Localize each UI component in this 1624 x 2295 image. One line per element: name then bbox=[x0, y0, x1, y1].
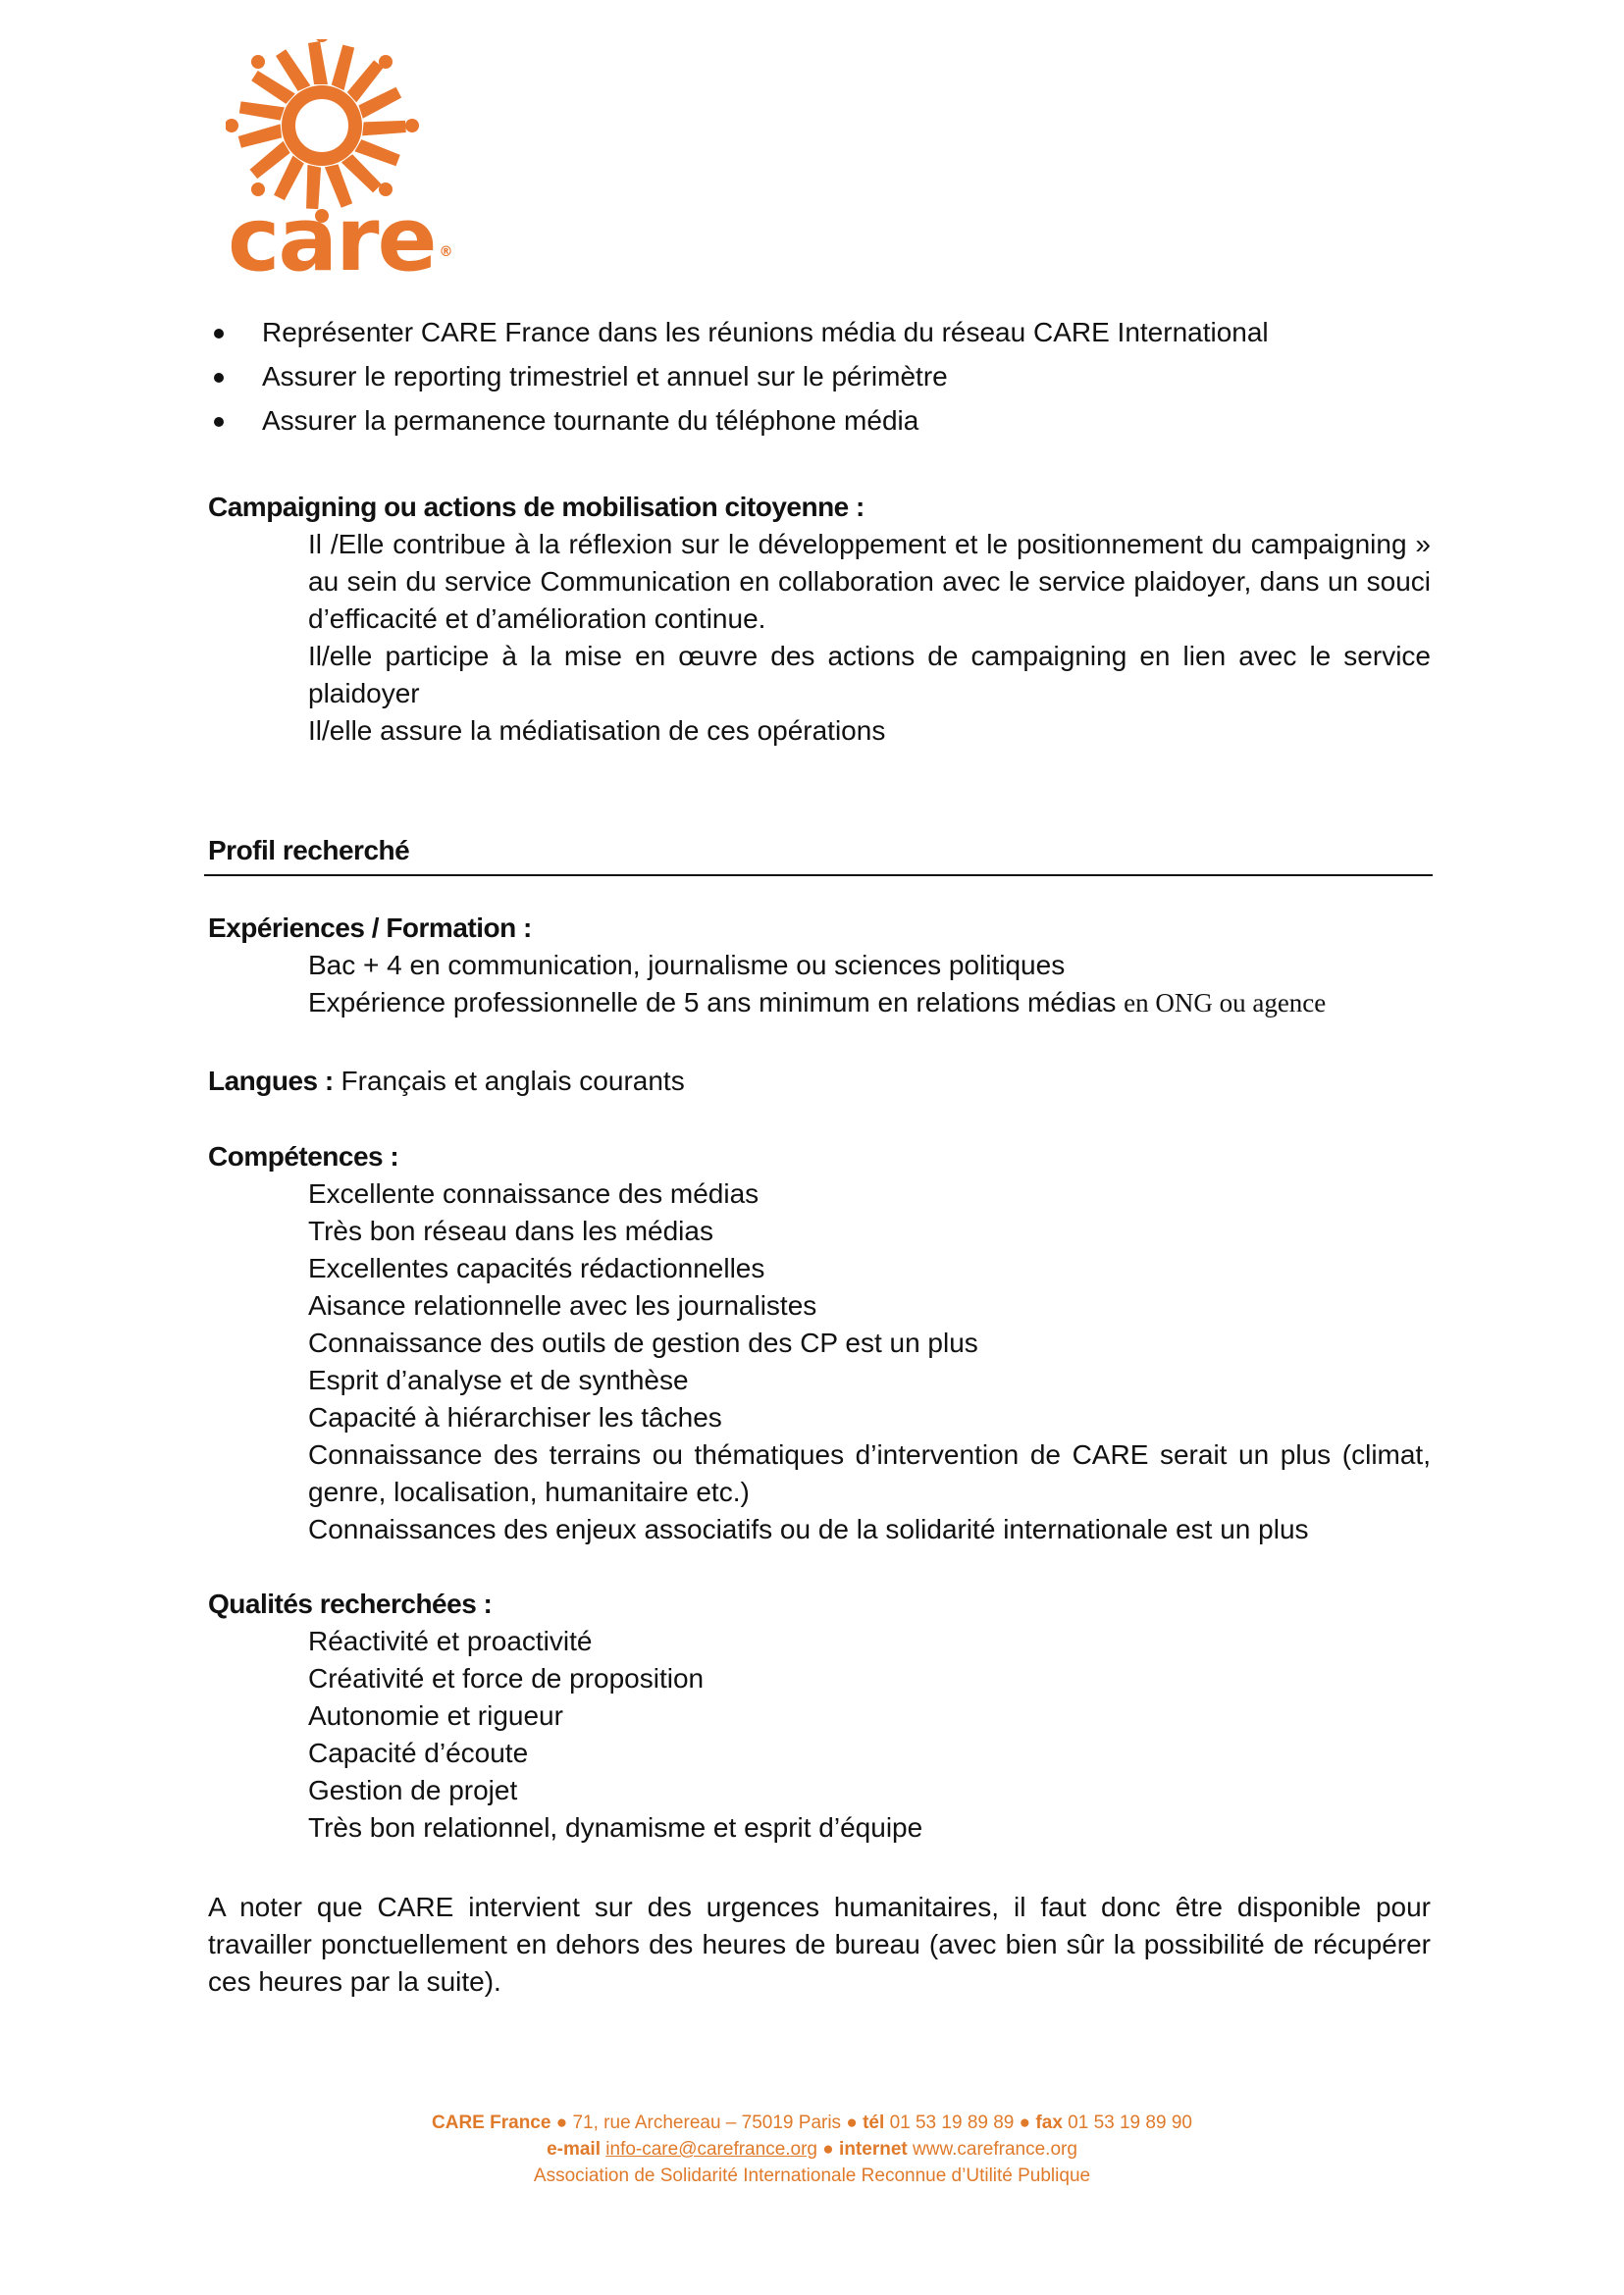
list-item bbox=[308, 1362, 1431, 1399]
competences-section bbox=[208, 1138, 1431, 1548]
footer-separator: ● bbox=[817, 2139, 840, 2160]
profil-heading: Profil recherché bbox=[208, 835, 410, 865]
list-item-text: Très bon réseau dans les médias bbox=[308, 1216, 713, 1246]
qualites-section bbox=[208, 1586, 1431, 1847]
list-item bbox=[208, 314, 1431, 351]
experiences-section bbox=[208, 910, 1431, 1021]
registered-mark: ® bbox=[439, 244, 451, 260]
profil-section bbox=[208, 832, 1431, 869]
list-item-text: Autonomie et rigueur bbox=[308, 1700, 563, 1731]
bullet-dot-icon bbox=[214, 329, 224, 339]
footer-fax-label: fax bbox=[1035, 2112, 1063, 2133]
list-item bbox=[308, 1175, 1431, 1213]
list-item-text: Très bon relationnel, dynamisme et esprit d’équipe bbox=[308, 1812, 923, 1843]
langues-label: Langues : bbox=[208, 1066, 334, 1096]
footer-line-3: Association de Solidarité Internationale Reconnue d’Utilité Publique bbox=[533, 2165, 1091, 2186]
bullet-dot-icon bbox=[214, 373, 224, 383]
list-item bbox=[308, 1697, 1431, 1735]
list-item bbox=[308, 1735, 1431, 1772]
list-item bbox=[308, 712, 1431, 750]
top-bullet-list bbox=[208, 314, 1431, 440]
list-item-text: Assurer la permanence tournante du téléphone média bbox=[262, 405, 919, 436]
bullet-dot-icon bbox=[214, 417, 224, 427]
list-item-text: Il/elle participe à la mise en œuvre des actions de campaigning en lien avec le service plaidoyer bbox=[308, 641, 1431, 708]
footer-line-1 bbox=[0, 2110, 1624, 2136]
list-item-text: Connaissance des outils de gestion des CP est un plus bbox=[308, 1328, 978, 1358]
footer-separator: ● bbox=[550, 2112, 573, 2133]
care-logo bbox=[226, 39, 451, 291]
list-item-text: Créativité et force de proposition bbox=[308, 1663, 705, 1694]
list-item-text: Aisance relationnelle avec les journalistes bbox=[308, 1290, 817, 1321]
footer-fax: 01 53 19 89 90 bbox=[1062, 2112, 1192, 2133]
list-item bbox=[308, 1623, 1431, 1660]
footer-separator: ● bbox=[841, 2112, 864, 2133]
experiences-heading: Expériences / Formation : bbox=[208, 913, 532, 943]
footer-tel-label: tél bbox=[863, 2112, 885, 2133]
list-item-text-serif: en ONG ou agence bbox=[1124, 988, 1327, 1017]
list-item bbox=[208, 402, 1431, 440]
list-item-text: Excellente connaissance des médias bbox=[308, 1178, 760, 1209]
care-wordmark-text: care bbox=[228, 188, 436, 291]
footer-website[interactable]: www.carefrance.org bbox=[907, 2139, 1077, 2160]
footer-address: 71, rue Archereau – 75019 Paris bbox=[572, 2112, 842, 2133]
list-item bbox=[308, 1325, 1431, 1362]
list-item bbox=[308, 1250, 1431, 1287]
care-wordmark bbox=[228, 188, 451, 291]
list-item-text: Capacité à hiérarchiser les tâches bbox=[308, 1402, 722, 1433]
footer-separator: ● bbox=[1014, 2112, 1036, 2133]
footer-email-link[interactable]: info-care@carefrance.org bbox=[605, 2139, 817, 2160]
campaigning-list bbox=[208, 526, 1431, 750]
langues-section bbox=[208, 1063, 1431, 1100]
note-paragraph: A noter que CARE intervient sur des urgences humanitaires, il faut donc être disponible pour travailler ponctuellement en dehors des heures de bureau (avec bien sûr la possibilité de récupérer ces heures par la suite). bbox=[208, 1892, 1431, 1997]
list-item-text: Excellentes capacités rédactionnelles bbox=[308, 1253, 765, 1283]
list-item bbox=[308, 1399, 1431, 1436]
list-item-text: Capacité d’écoute bbox=[308, 1738, 529, 1768]
footer-internet-label: internet bbox=[839, 2139, 908, 2160]
list-item-text: Connaissance des terrains ou thématiques d’intervention de CARE serait un plus (climat, genre, localisation, humanitaire etc.) bbox=[308, 1439, 1431, 1507]
list-item bbox=[308, 1287, 1431, 1325]
list-item-text: Gestion de projet bbox=[308, 1775, 518, 1805]
list-item bbox=[308, 1809, 1431, 1847]
qualites-list bbox=[208, 1623, 1431, 1847]
list-item bbox=[308, 984, 1431, 1021]
list-item bbox=[308, 1772, 1431, 1809]
list-item-text: Assurer le reporting trimestriel et annuel sur le périmètre bbox=[262, 361, 948, 391]
list-item-text: Esprit d’analyse et de synthèse bbox=[308, 1365, 689, 1395]
list-item bbox=[208, 358, 1431, 395]
competences-heading: Compétences : bbox=[208, 1141, 399, 1172]
list-item-text: Réactivité et proactivité bbox=[308, 1626, 593, 1656]
campaigning-section bbox=[208, 489, 1431, 750]
top-bullet-section bbox=[208, 314, 1431, 446]
footer-tel: 01 53 19 89 89 bbox=[884, 2112, 1015, 2133]
list-item-text: Représenter CARE France dans les réunions média du réseau CARE International bbox=[262, 317, 1269, 347]
footer bbox=[0, 2110, 1624, 2189]
list-item bbox=[308, 638, 1431, 712]
competences-list bbox=[208, 1175, 1431, 1548]
list-item-text: Connaissances des enjeux associatifs ou de la solidarité internationale est un plus bbox=[308, 1514, 1309, 1544]
list-item-text: Il /Elle contribue à la réflexion sur le développement et le positionnement du campaigning » au sein du service Communication en collaboration avec le service plaidoyer, dans un souci d’efficacité et d’amélioration continue. bbox=[308, 529, 1431, 634]
campaigning-heading: Campaigning ou actions de mobilisation citoyenne : bbox=[208, 492, 864, 522]
footer-email-label: e-mail bbox=[547, 2139, 601, 2160]
list-item bbox=[308, 526, 1431, 638]
langues-value: Français et anglais courants bbox=[333, 1066, 685, 1096]
list-item bbox=[308, 1213, 1431, 1250]
section-divider bbox=[204, 874, 1433, 876]
list-item bbox=[308, 1660, 1431, 1697]
list-item-text: Il/elle assure la médiatisation de ces opérations bbox=[308, 715, 886, 746]
footer-org: CARE France bbox=[432, 2112, 551, 2133]
footer-line-2 bbox=[0, 2136, 1624, 2163]
experiences-list bbox=[208, 947, 1431, 1021]
list-item-text: Bac + 4 en communication, journalisme ou sciences politiques bbox=[308, 950, 1066, 980]
list-item-text: Expérience professionnelle de 5 ans minimum en relations médias bbox=[308, 987, 1125, 1017]
qualites-heading: Qualités recherchées : bbox=[208, 1589, 493, 1619]
list-item bbox=[308, 947, 1431, 984]
list-item bbox=[308, 1511, 1431, 1548]
list-item bbox=[308, 1436, 1431, 1511]
